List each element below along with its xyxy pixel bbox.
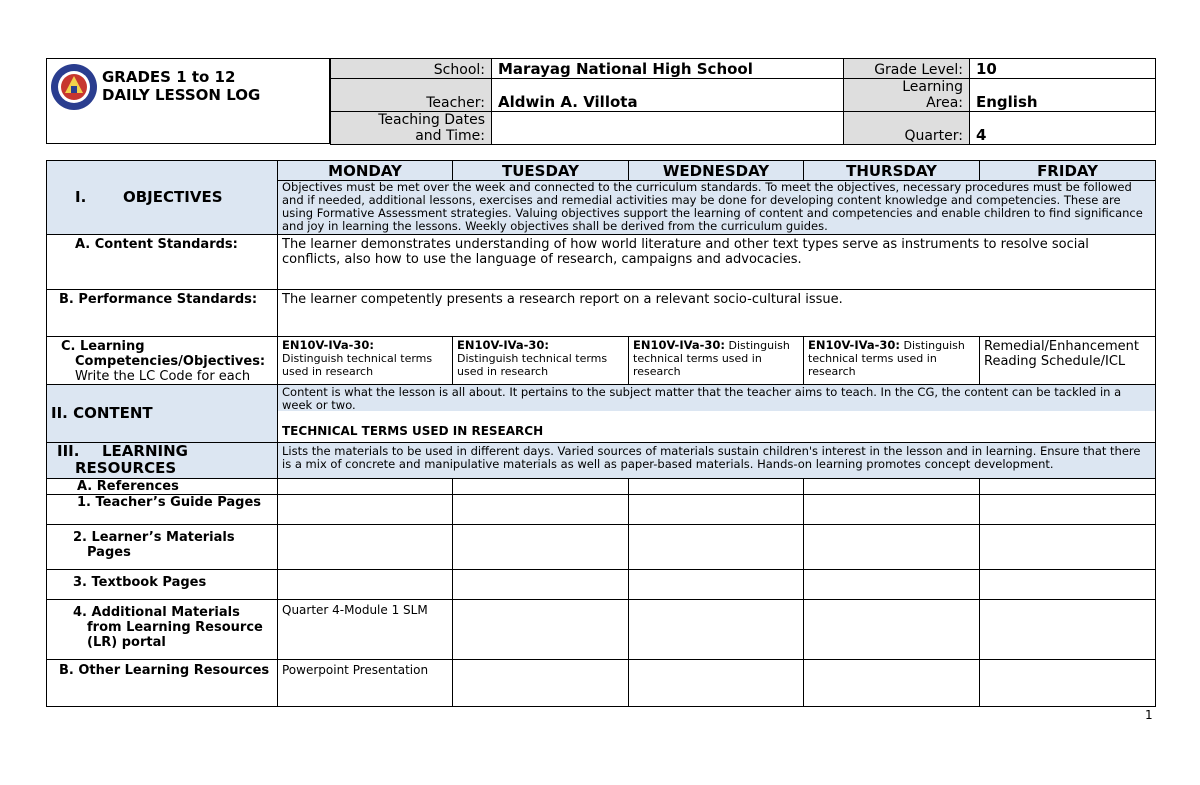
- objectives-description: Objectives must be met over the week and connected to the curriculum standards. To meet the objectives, necessary procedures must be followed and if needed, additional lessons, exercises and remedial activities may be done for developing content knowledge and competencies. These are using Formative Assessment strategies. Valuing objectives support the learning of content and competencies and enable children to find significance and joy in learning the lessons. Weekly objectives shall be derived from the curriculum guides.: [278, 181, 1156, 235]
- competency-wednesday: EN10V-IVa-30: Distinguish technical terms used in research: [629, 337, 804, 385]
- other-resources-value: Powerpoint Presentation: [278, 660, 453, 707]
- additional-materials-value: Quarter 4-Module 1 SLM: [278, 600, 453, 660]
- additional-materials-label: 4. Additional Materials from Learning Resource (LR) portal: [47, 600, 278, 660]
- textbook-pages-label: 3. Textbook Pages: [47, 570, 278, 600]
- content-topic: TECHNICAL TERMS USED IN RESEARCH: [282, 424, 544, 438]
- grade-value: 10: [970, 59, 1156, 79]
- competency-monday: EN10V-IVa-30: Distinguish technical terms used in research: [278, 337, 453, 385]
- other-resources-label: B. Other Learning Resources: [47, 660, 278, 707]
- content-standards-label: A. Content Standards:: [47, 235, 278, 290]
- teaching-dates-label: Teaching Dates and Time:: [331, 112, 492, 145]
- learning-resources-description: Lists the materials to be used in different days. Varied sources of materials sustain children's interest in the lesson and in learning. Ensure that there is a mix of concrete and manipulative materials as well as paper-based materials. Hands-on learning promotes concept development.: [278, 443, 1156, 479]
- lesson-log-table: [46, 160, 1156, 707]
- teachers-guide-label: 1. Teacher’s Guide Pages: [47, 495, 278, 525]
- teacher-label: Teacher:: [331, 79, 492, 112]
- content-standards-value: The learner demonstrates understanding of how world literature and other text types serve as instruments to resolve social conflicts, also how to use the language of research, campaigns and advocacies.: [278, 235, 1156, 290]
- competency-tuesday: EN10V-IVa-30: Distinguish technical terms used in research: [453, 337, 629, 385]
- competency-friday: Remedial/Enhancement Reading Schedule/ICL: [980, 337, 1156, 385]
- quarter-value: 4: [970, 112, 1156, 145]
- day-thursday: THURSDAY: [804, 161, 980, 181]
- competencies-label: C. Learning Competencies/Objectives: Write the LC Code for each: [47, 337, 278, 385]
- content-heading: II. CONTENT: [47, 385, 278, 443]
- document-title: [102, 68, 260, 104]
- performance-standards-value: The learner competently presents a research report on a relevant socio-cultural issue.: [278, 290, 1156, 337]
- performance-standards-label: B. Performance Standards:: [47, 290, 278, 337]
- title-line-2: DAILY LESSON LOG: [102, 86, 261, 104]
- school-value: Marayag National High School: [492, 59, 844, 79]
- learning-area-value: English: [970, 79, 1156, 112]
- content-cell: [278, 385, 1156, 443]
- day-friday: FRIDAY: [980, 161, 1156, 181]
- learning-resources-heading: III. LEARNING RESOURCES: [47, 443, 278, 479]
- references-label: A. References: [47, 479, 278, 495]
- page-number: 1: [1145, 708, 1153, 722]
- deped-seal-icon: [50, 63, 98, 111]
- header-info-table: [330, 58, 1156, 145]
- school-label: School:: [331, 59, 492, 79]
- title-line-1: GRADES 1 to 12: [102, 68, 236, 86]
- learning-area-label: Learning Area:: [844, 79, 970, 112]
- day-monday: MONDAY: [278, 161, 453, 181]
- content-description: Content is what the lesson is all about. It pertains to the subject matter that the teacher aims to teach. In the CG, the content can be tackled in a week or two.: [278, 385, 1155, 411]
- grade-label: Grade Level:: [844, 59, 970, 79]
- teacher-value: Aldwin A. Villota: [492, 79, 844, 112]
- day-wednesday: WEDNESDAY: [629, 161, 804, 181]
- teaching-dates-value: [492, 112, 844, 145]
- learners-materials-label: 2. Learner’s Materials Pages: [47, 525, 278, 570]
- competency-thursday: EN10V-IVa-30: Distinguish technical terms used in research: [804, 337, 980, 385]
- objectives-heading: I. OBJECTIVES: [47, 161, 278, 235]
- day-tuesday: TUESDAY: [453, 161, 629, 181]
- quarter-label: Quarter:: [844, 112, 970, 145]
